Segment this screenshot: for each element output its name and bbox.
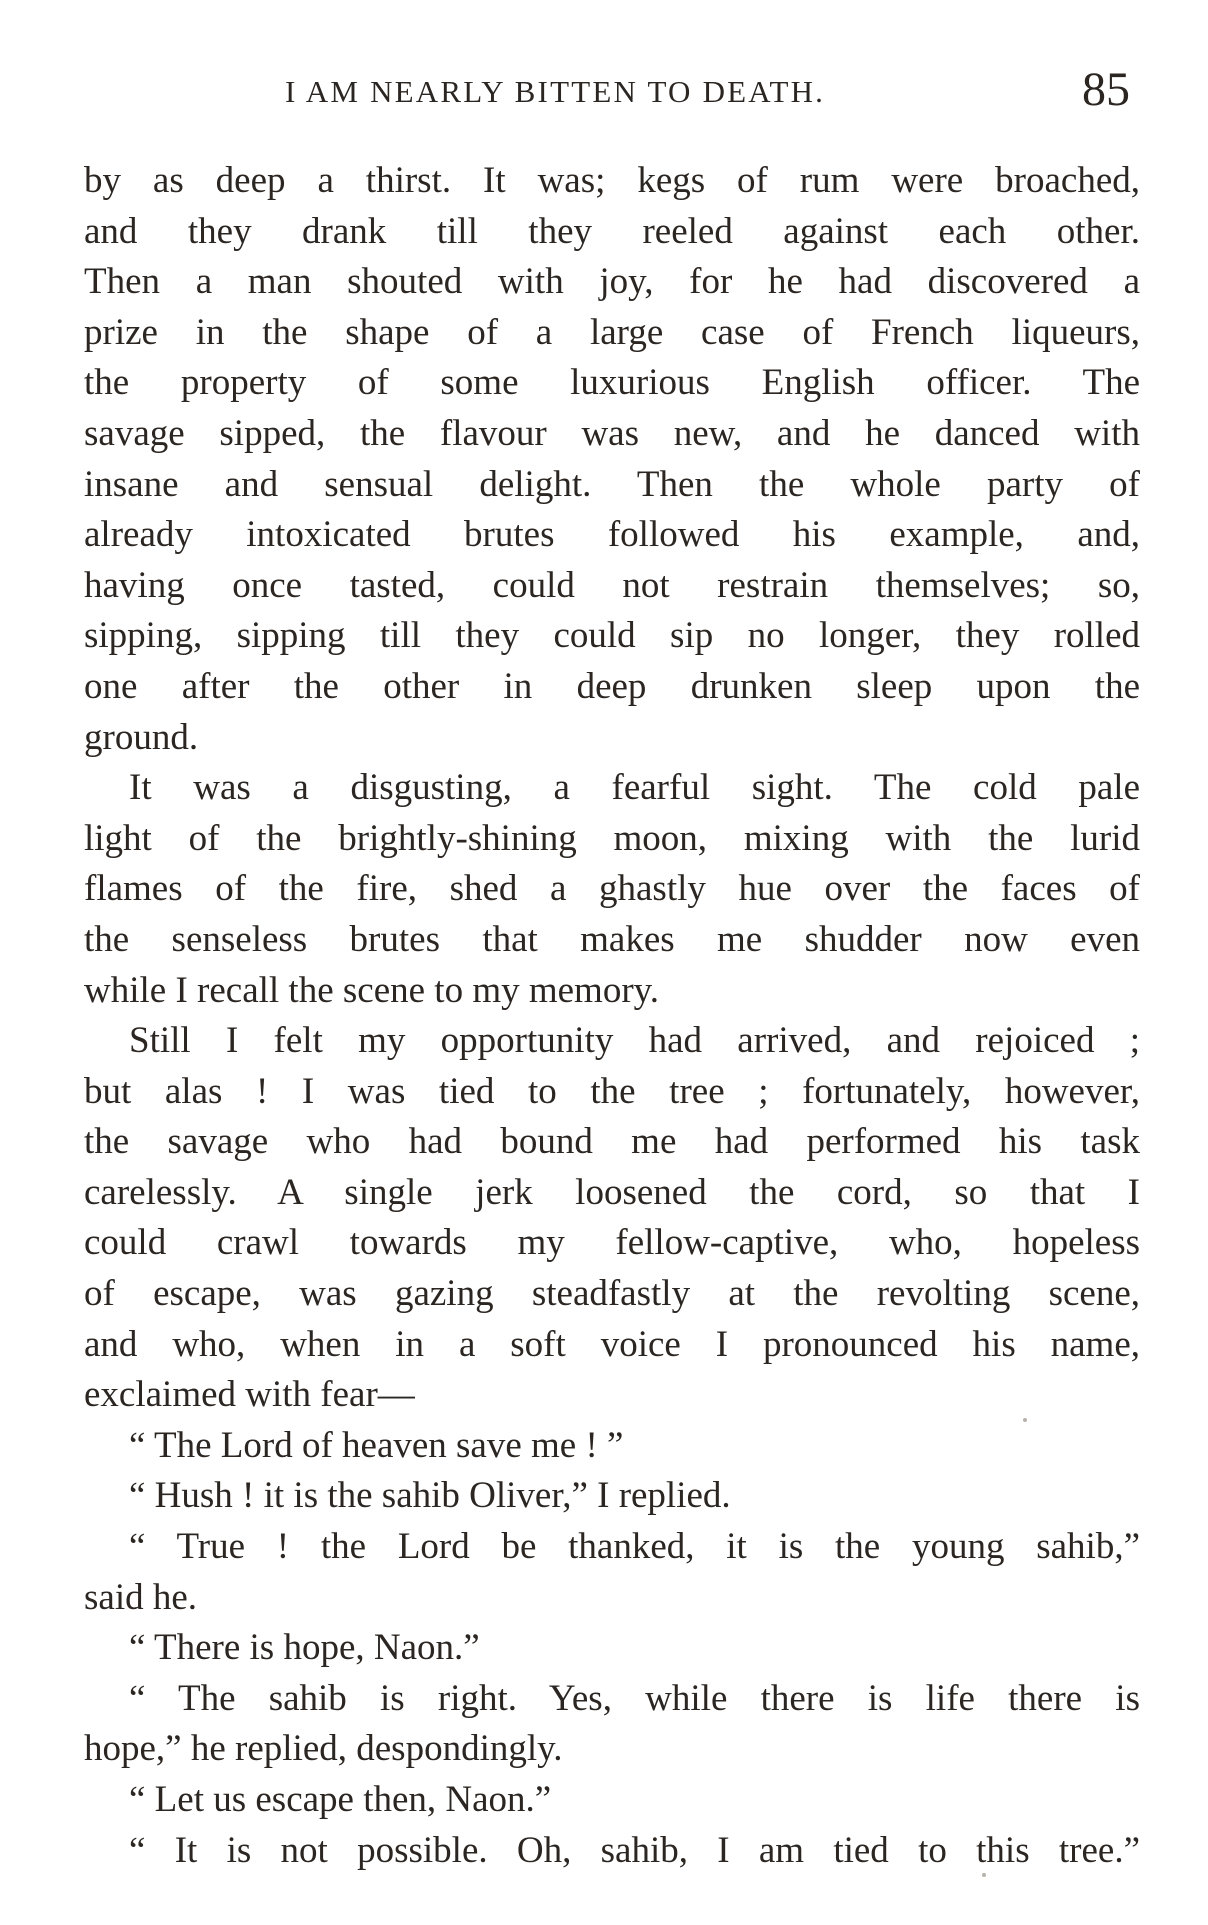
text-line: Then a man shouted with joy, for he had discovered a <box>84 261 1140 303</box>
body-text <box>84 156 1140 1876</box>
text-line: of escape, was gazing steadfastly at the revolting scene, <box>84 1273 1140 1315</box>
text-line: savage sipped, the flavour was new, and he danced with <box>84 412 1140 454</box>
text-line: having once tasted, could not restrain themselves; so, <box>84 564 1140 606</box>
text-line: “ It is not possible. Oh, sahib, I am tied to this tree.” <box>129 1829 1140 1871</box>
text-line: insane and sensual delight. Then the whole party of <box>84 463 1140 505</box>
text-line: but alas ! I was tied to the tree ; fortunately, however, <box>84 1070 1140 1112</box>
text-line: “ There is hope, Naon.” <box>129 1627 480 1669</box>
text-line: light of the brightly-shining moon, mixing with the lurid <box>84 817 1140 859</box>
text-line: sipping, sipping till they could sip no longer, they rolled <box>84 615 1140 657</box>
text-line: already intoxicated brutes followed his example, and, <box>84 514 1140 556</box>
text-line: while I recall the scene to my memory. <box>84 969 659 1011</box>
text-line: carelessly. A single jerk loosened the cord, so that I <box>84 1171 1140 1213</box>
text-line: It was a disgusting, a fearful sight. The cold pale <box>129 767 1140 809</box>
text-line: could crawl towards my fellow-captive, who, hopeless <box>84 1222 1140 1264</box>
text-line: “ Let us escape then, Naon.” <box>129 1779 552 1820</box>
text-line: “ True ! the Lord be thanked, it is the young sahib,” <box>129 1526 1140 1568</box>
text-line: by as deep a thirst. It was; kegs of rum were broached, <box>84 160 1140 201</box>
text-line: “ The Lord of heaven save me ! ” <box>129 1424 624 1466</box>
text-line: Still I felt my opportunity had arrived, and rejoiced ; <box>129 1020 1140 1062</box>
text-line: hope,” he replied, despondingly. <box>84 1728 563 1770</box>
text-line: the savage who had bound me had performed his task <box>84 1121 1140 1163</box>
text-line: ground. <box>84 716 199 758</box>
running-title: I AM NEARLY BITTEN TO DEATH. <box>285 74 826 109</box>
text-line: exclaimed with fear— <box>84 1374 415 1416</box>
text-line: the property of some luxurious English officer. The <box>84 362 1140 404</box>
text-line: and who, when in a soft voice I pronounced his name, <box>84 1323 1140 1365</box>
text-line: flames of the fire, shed a ghastly hue over the faces of <box>84 868 1140 910</box>
text-line: and they drank till they reeled against each other. <box>84 210 1140 252</box>
text-line: one after the other in deep drunken sleep upon the <box>84 665 1140 707</box>
text-line: “ Hush ! it is the sahib Oliver,” I replied. <box>129 1475 731 1517</box>
text-line: prize in the shape of a large case of French liqueurs, <box>84 311 1140 353</box>
text-line: said he. <box>84 1576 198 1618</box>
page-number: 85 <box>1082 63 1130 116</box>
paper-speck <box>982 1873 986 1877</box>
text-line: the senseless brutes that makes me shudder now even <box>84 918 1140 960</box>
paper-speck <box>1023 1418 1027 1422</box>
text-line: “ The sahib is right. Yes, while there is life there is <box>129 1677 1140 1719</box>
